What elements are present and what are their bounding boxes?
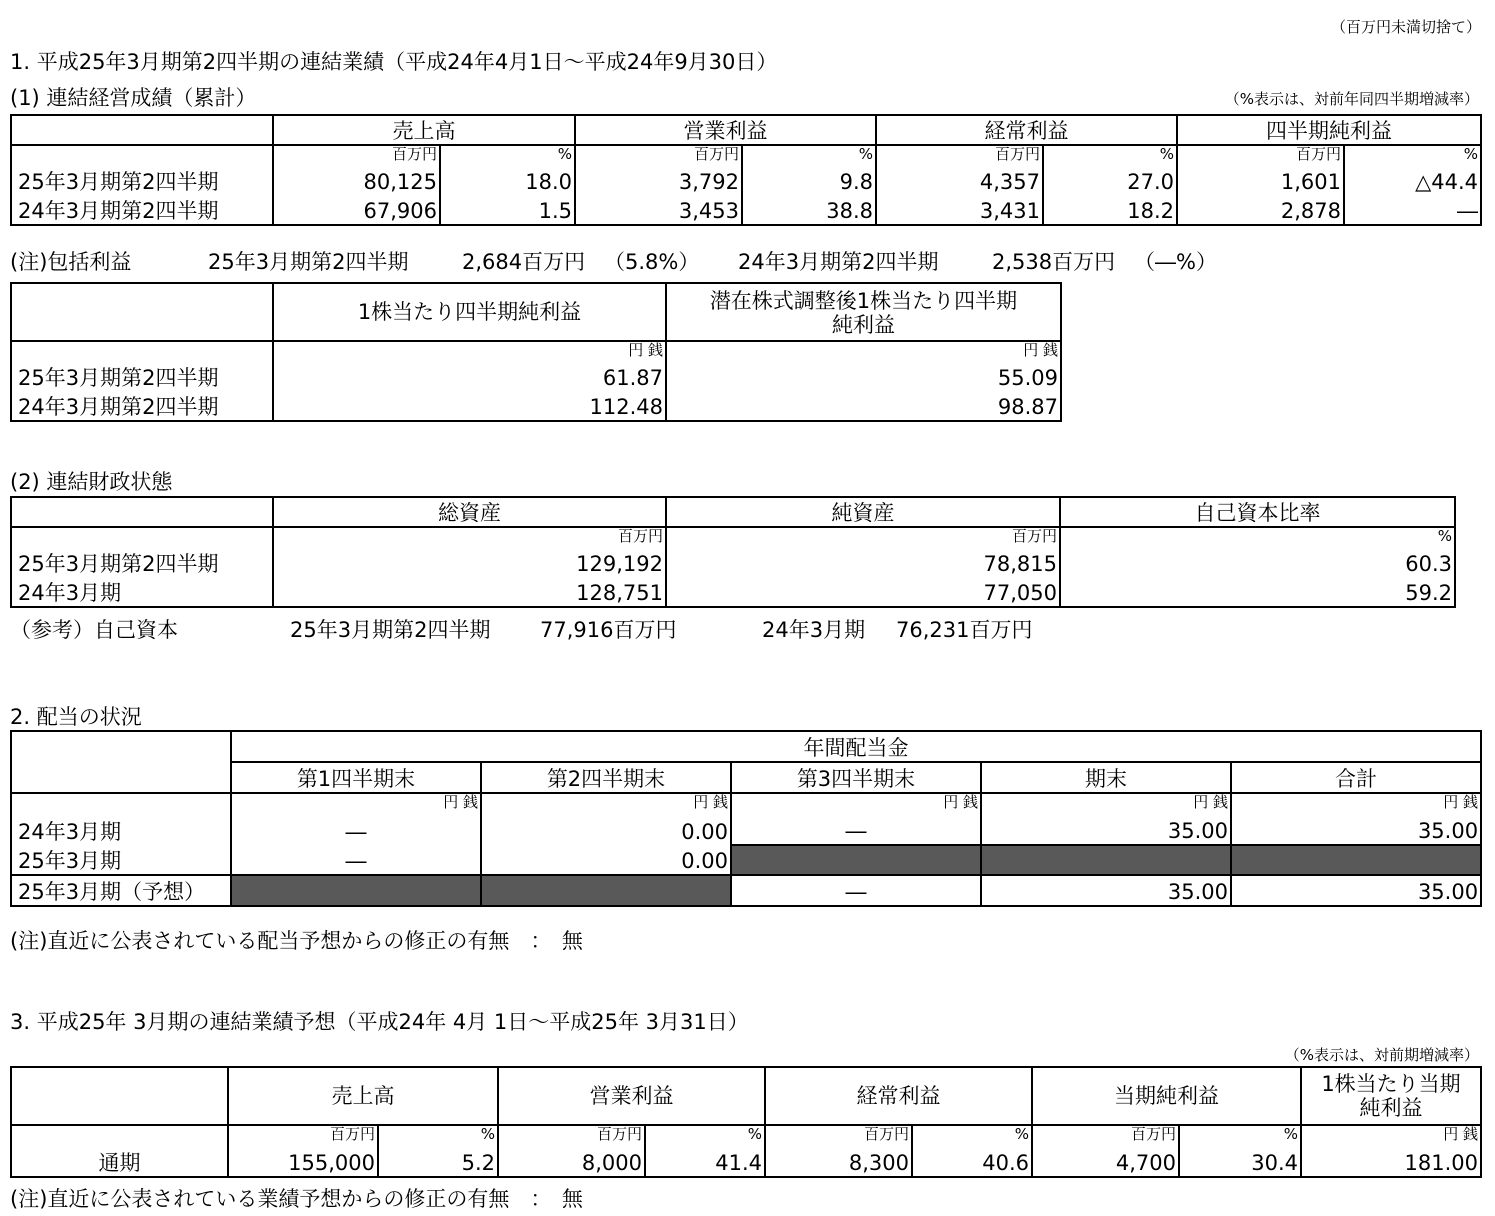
forecast-table: [10, 1066, 1482, 1178]
cell-value: 3,431: [876, 195, 1043, 225]
cell-value: 38.8: [742, 195, 876, 225]
cell-value: 41.4: [645, 1147, 765, 1177]
cell-value: 0.00: [481, 845, 731, 875]
equity-reference-label: （参考）自己資本: [10, 618, 178, 642]
cell-value: 18.2: [1043, 195, 1177, 225]
cell-value: 55.09: [666, 363, 1061, 391]
unit-yen: 円 銭: [731, 793, 981, 817]
shaded-cell: [731, 845, 981, 875]
header-equity-ratio: 自己資本比率: [1060, 497, 1455, 527]
shaded-cell: [981, 845, 1231, 875]
cell-value: 129,192: [273, 549, 666, 577]
comprehensive-income-rate-1: （5.8%）: [604, 250, 700, 274]
unit-yen: 円 銭: [1301, 1125, 1481, 1147]
row-label: 25年3月期: [11, 845, 231, 875]
table-row: [11, 195, 1481, 225]
rate-note: （%表示は、対前年同四半期増減率）: [1224, 90, 1479, 108]
unit-percent: %: [742, 145, 876, 167]
unit-million: 百万円: [575, 145, 742, 167]
shaded-cell: [231, 875, 481, 906]
cell-value: 77,050: [666, 577, 1060, 607]
header-q1-end: 第1四半期末: [231, 762, 481, 793]
cell-value: ―: [1344, 195, 1481, 225]
unit-percent: %: [1344, 145, 1481, 167]
header-net-income: 当期純利益: [1032, 1067, 1301, 1125]
row-label: 24年3月期: [11, 577, 273, 607]
unit-yen: 円 銭: [1231, 793, 1481, 817]
cell-value: ―: [731, 817, 981, 845]
header-annual-dividends: 年間配当金: [231, 731, 1481, 762]
section-1-title: 1. 平成25年3月期第2四半期の連結業績（平成24年4月1日～平成24年9月30日）: [10, 50, 778, 74]
header-total-assets: 総資産: [273, 497, 666, 527]
operating-results-table: [10, 114, 1482, 226]
financial-position-table: [10, 496, 1456, 608]
cell-value: 59.2: [1060, 577, 1455, 607]
table-row: [11, 817, 1481, 845]
eps-table: [10, 282, 1062, 422]
unit-million: 百万円: [876, 145, 1043, 167]
table-row: [11, 875, 1481, 906]
cell-value: △44.4: [1344, 167, 1481, 195]
row-label: 通期: [11, 1147, 228, 1177]
unit-percent: %: [1179, 1125, 1301, 1147]
shaded-cell: [1231, 845, 1481, 875]
cell-value: 35.00: [981, 875, 1231, 906]
equity-reference-value-1: 77,916百万円: [540, 618, 677, 642]
header-blank: [11, 731, 231, 793]
cell-value: ―: [231, 817, 481, 845]
header-blank: [11, 1067, 228, 1125]
header-blank: [11, 283, 273, 341]
equity-reference-period-1: 25年3月期第2四半期: [290, 618, 491, 642]
operating-results-subtitle: (1) 連結経営成績（累計）: [10, 86, 257, 110]
header-operating-income: 営業利益: [498, 1067, 765, 1125]
header-blank: [11, 115, 273, 145]
table-row: [11, 391, 1061, 421]
cell-value: 0.00: [481, 817, 731, 845]
cell-value: ―: [231, 845, 481, 875]
unit-percent: %: [912, 1125, 1032, 1147]
cell-value: 80,125: [273, 167, 440, 195]
cell-value: 61.87: [273, 363, 666, 391]
row-label: 24年3月期: [11, 817, 231, 845]
header-net-assets: 純資産: [666, 497, 1060, 527]
unit-million: 百万円: [765, 1125, 912, 1147]
cell-value: 18.0: [440, 167, 575, 195]
unit-million: 百万円: [1032, 1125, 1179, 1147]
header-eps-line2: 純利益: [1359, 1096, 1423, 1120]
cell-value: 67,906: [273, 195, 440, 225]
unit-percent: %: [1060, 527, 1455, 549]
unit-percent: %: [645, 1125, 765, 1147]
row-label: 25年3月期（予想）: [11, 875, 231, 906]
header-ordinary-income: 経常利益: [876, 115, 1177, 145]
header-diluted-eps: [666, 283, 1061, 341]
cell-value: 9.8: [742, 167, 876, 195]
header-blank: [11, 497, 273, 527]
unit-yen: 円 銭: [481, 793, 731, 817]
comprehensive-income-period-2: 24年3月期第2四半期: [738, 250, 939, 274]
row-label: 25年3月期第2四半期: [11, 549, 273, 577]
unit-percent: %: [440, 145, 575, 167]
comprehensive-income-value-2: 2,538百万円: [992, 250, 1116, 274]
unit-note: （百万円未満切捨て）: [1330, 18, 1481, 36]
unit-percent: %: [378, 1125, 498, 1147]
header-sales: 売上高: [273, 115, 575, 145]
cell-value: ―: [731, 875, 981, 906]
comprehensive-income-period-1: 25年3月期第2四半期: [208, 250, 409, 274]
header-diluted-eps-line2: 純利益: [832, 313, 895, 337]
table-row: [11, 363, 1061, 391]
unit-million: 百万円: [228, 1125, 378, 1147]
forecast-rate-note: （%表示は、対前期増減率）: [1284, 1046, 1479, 1064]
header-ordinary-income: 経常利益: [765, 1067, 1032, 1125]
cell-value: 181.00: [1301, 1147, 1481, 1177]
table-row: [11, 577, 1455, 607]
cell-value: 98.87: [666, 391, 1061, 421]
equity-reference-period-2: 24年3月期: [762, 618, 866, 642]
table-row: [11, 845, 1481, 875]
table-row: [11, 549, 1455, 577]
dividends-title: 2. 配当の状況: [10, 705, 142, 729]
cell-value: 8,300: [765, 1147, 912, 1177]
comprehensive-income-label: (注)包括利益: [10, 250, 132, 274]
cell-value: 5.2: [378, 1147, 498, 1177]
unit-million: 百万円: [273, 145, 440, 167]
unit-yen: 円 銭: [273, 341, 666, 363]
cell-value: 60.3: [1060, 549, 1455, 577]
table-row: [11, 1147, 1481, 1177]
financial-position-subtitle: (2) 連結財政状態: [10, 470, 173, 494]
cell-value: 1,601: [1177, 167, 1344, 195]
cell-value: 35.00: [1231, 875, 1481, 906]
header-net-income: 四半期純利益: [1177, 115, 1481, 145]
header-eps-line1: 1株当たり当期: [1321, 1072, 1461, 1096]
unit-yen: 円 銭: [231, 793, 481, 817]
cell-value: 4,700: [1032, 1147, 1179, 1177]
unit-million: 百万円: [498, 1125, 645, 1147]
cell-value: 27.0: [1043, 167, 1177, 195]
cell-value: 155,000: [228, 1147, 378, 1177]
header-year-end: 期末: [981, 762, 1231, 793]
header-diluted-eps-line1: 潜在株式調整後1株当たり四半期: [709, 289, 1018, 313]
cell-value: 3,792: [575, 167, 742, 195]
header-q3-end: 第3四半期末: [731, 762, 981, 793]
cell-value: 8,000: [498, 1147, 645, 1177]
cell-value: 4,357: [876, 167, 1043, 195]
row-label: 24年3月期第2四半期: [11, 391, 273, 421]
dividend-forecast-note: (注)直近に公表されている配当予想からの修正の有無 ： 無: [10, 929, 583, 953]
header-eps: 1株当たり四半期純利益: [273, 283, 666, 341]
unit-yen: 円 銭: [981, 793, 1231, 817]
comprehensive-income-value-1: 2,684百万円: [462, 250, 586, 274]
cell-value: 35.00: [1231, 817, 1481, 845]
shaded-cell: [481, 875, 731, 906]
table-row: [11, 167, 1481, 195]
forecast-revision-note: (注)直近に公表されている業績予想からの修正の有無 ： 無: [10, 1187, 583, 1211]
unit-yen: 円 銭: [666, 341, 1061, 363]
cell-value: 35.00: [981, 817, 1231, 845]
unit-million: 百万円: [666, 527, 1060, 549]
cell-value: 1.5: [440, 195, 575, 225]
unit-percent: %: [1043, 145, 1177, 167]
comprehensive-income-rate-2: （―%）: [1134, 250, 1217, 274]
row-label: 25年3月期第2四半期: [11, 363, 273, 391]
cell-value: 30.4: [1179, 1147, 1301, 1177]
header-total: 合計: [1231, 762, 1481, 793]
cell-value: 2,878: [1177, 195, 1344, 225]
unit-million: 百万円: [273, 527, 666, 549]
cell-value: 3,453: [575, 195, 742, 225]
dividends-table: [10, 730, 1482, 907]
cell-value: 112.48: [273, 391, 666, 421]
unit-million: 百万円: [1177, 145, 1344, 167]
forecast-title: 3. 平成25年 3月期の連結業績予想（平成24年 4月 1日～平成25年 3月31日）: [10, 1010, 749, 1034]
header-operating-income: 営業利益: [575, 115, 876, 145]
header-eps: [1301, 1067, 1481, 1125]
cell-value: 128,751: [273, 577, 666, 607]
row-label: 24年3月期第2四半期: [11, 195, 273, 225]
header-q2-end: 第2四半期末: [481, 762, 731, 793]
header-sales: 売上高: [228, 1067, 498, 1125]
row-label: 25年3月期第2四半期: [11, 167, 273, 195]
cell-value: 78,815: [666, 549, 1060, 577]
equity-reference-value-2: 76,231百万円: [896, 618, 1033, 642]
cell-value: 40.6: [912, 1147, 1032, 1177]
